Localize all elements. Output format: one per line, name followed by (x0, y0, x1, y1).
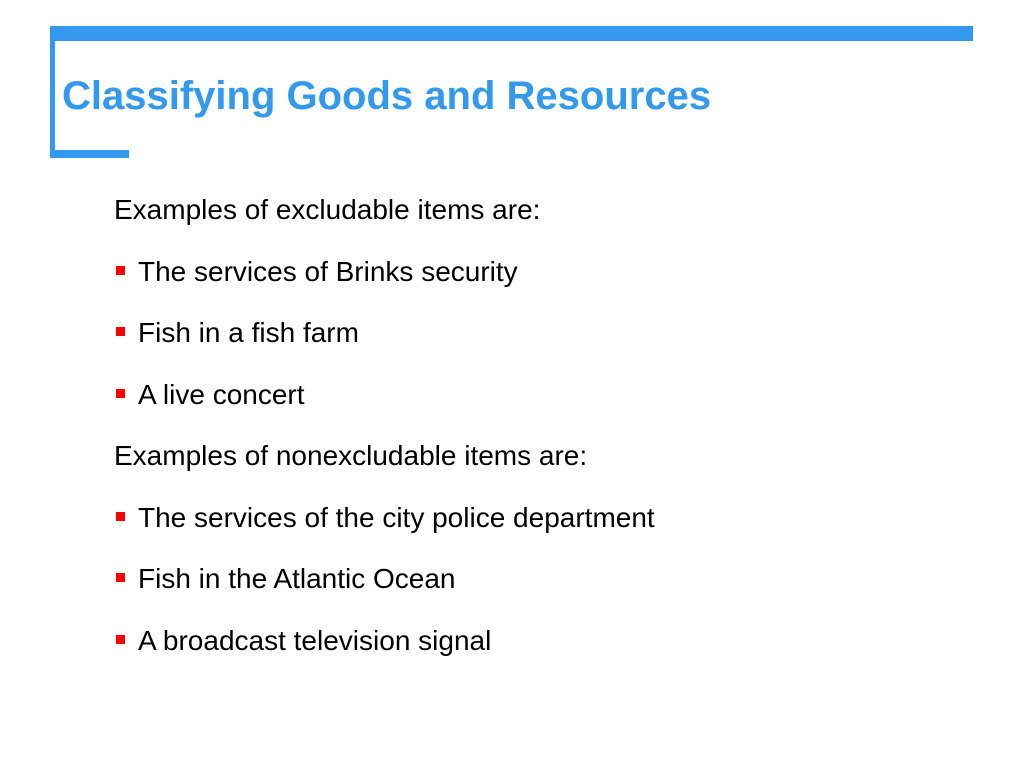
list-item (114, 494, 994, 556)
title-frame-left-bar (50, 26, 55, 158)
list-item (114, 309, 994, 371)
list-item-text: A live concert (138, 378, 305, 410)
slide-title: Classifying Goods and Resources (62, 74, 712, 118)
square-bullet-icon (116, 635, 125, 644)
square-bullet-icon (116, 327, 125, 336)
slide-body (114, 186, 994, 678)
square-bullet-icon (116, 573, 125, 582)
square-bullet-icon (116, 389, 125, 398)
list-item (114, 617, 994, 679)
group-heading-nonexcludable: Examples of nonexcludable items are: (114, 440, 588, 471)
list-item-text: A broadcast television signal (138, 624, 492, 656)
list-item (114, 371, 994, 433)
square-bullet-icon (116, 512, 125, 521)
square-bullet-icon (116, 266, 125, 275)
title-frame-bottom-bar (50, 150, 129, 158)
title-frame-top-bar (50, 26, 973, 41)
list-item (114, 248, 994, 310)
list-item-text: Fish in the Atlantic Ocean (138, 563, 456, 594)
list-item-text: The services of the city police department (138, 501, 655, 533)
list-item-text: Fish in a fish farm (138, 317, 359, 348)
list-item (114, 555, 994, 617)
group-heading-excludable: Examples of excludable items are: (114, 194, 541, 225)
list-item-text: The services of Brinks security (138, 255, 518, 287)
